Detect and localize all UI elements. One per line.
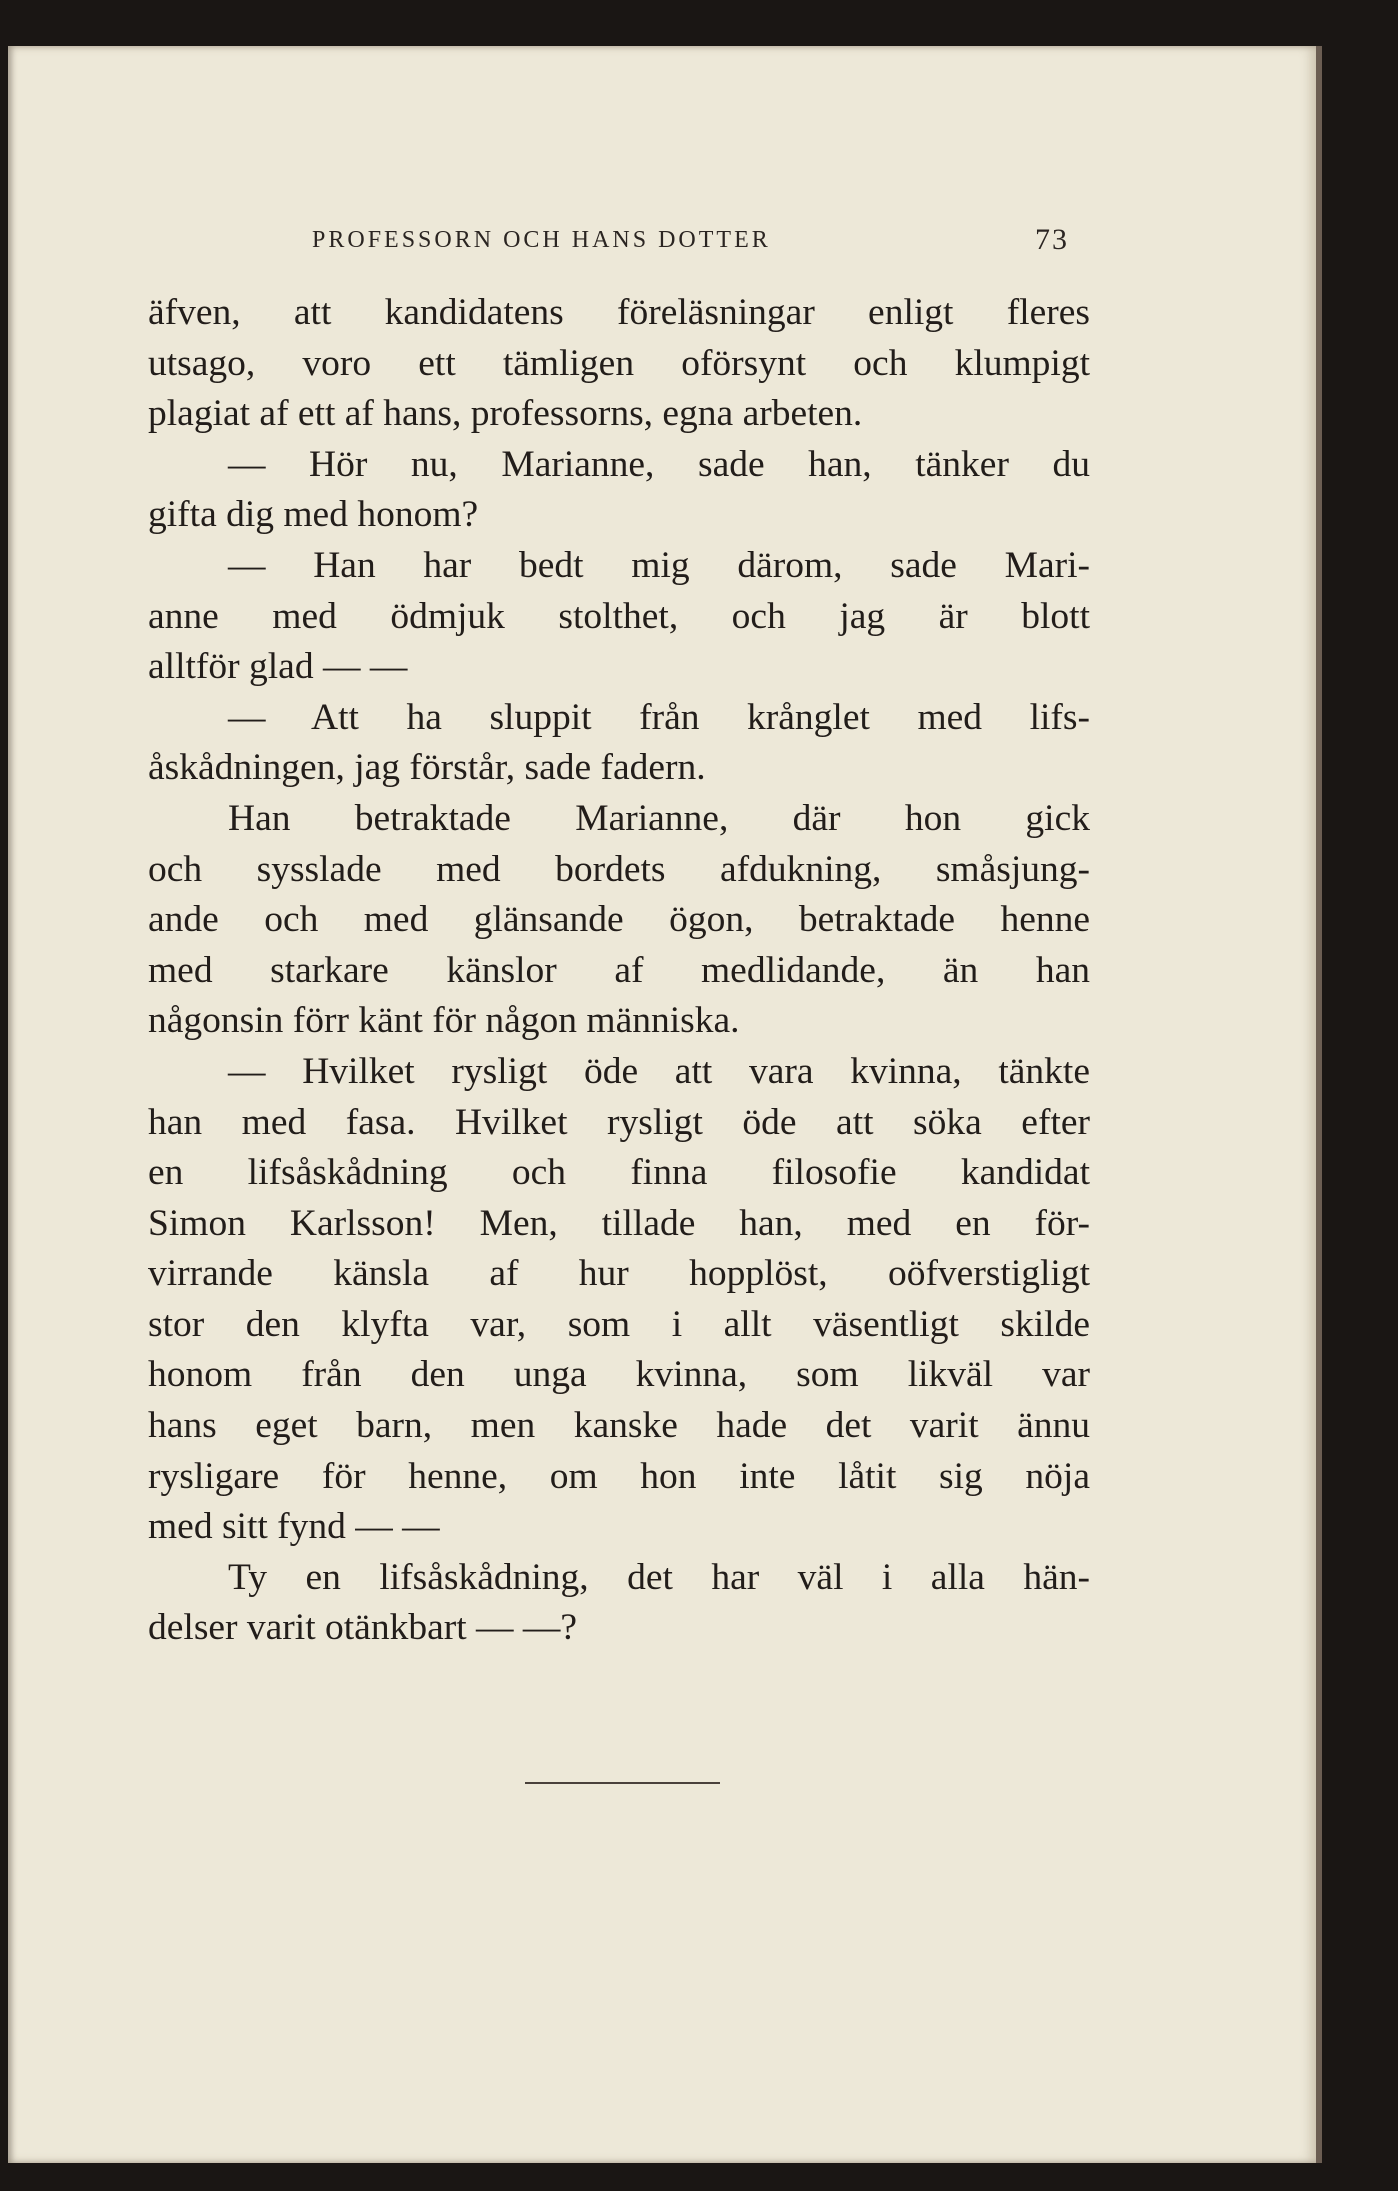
text-line: Ty en lifsåskådning, det har väl i alla hän- [228, 1556, 1090, 1598]
text-line: gifta dig med honom? [148, 494, 479, 536]
text-line: med sitt fynd — — [148, 1506, 440, 1548]
text-line: rysligare för henne, om hon inte låtit sig nöja [148, 1455, 1090, 1497]
text-line: anne med ödmjuk stolthet, och jag är blott [148, 595, 1090, 637]
text-line: han med fasa. Hvilket rysligt öde att söka efter [148, 1101, 1090, 1143]
text-line: åskådningen, jag förstår, sade fadern. [148, 747, 706, 789]
page-edge [1316, 46, 1322, 2163]
text-line: äfven, att kandidatens föreläsningar enligt fleres [148, 292, 1090, 333]
running-header [312, 222, 1069, 258]
text-line: plagiat af ett af hans, professorns, egna arbeten. [148, 393, 863, 435]
text-line: Han betraktade Marianne, där hon gick [228, 797, 1090, 839]
text-line: hans eget barn, men kanske hade det varit ännu [148, 1405, 1090, 1447]
text-line: en lifsåskådning och finna filosofie kandidat [148, 1152, 1090, 1194]
text-line: alltför glad — — [148, 646, 408, 688]
text-line: — Hör nu, Marianne, sade han, tänker du [228, 443, 1090, 485]
text-line: — Hvilket rysligt öde att vara kvinna, tänkte [228, 1050, 1090, 1092]
text-line: ande och med glänsande ögon, betraktade henne [148, 899, 1090, 941]
text-line: utsago, voro ett tämligen oförsynt och klumpigt [148, 342, 1090, 384]
end-rule [525, 1782, 720, 1784]
text-line: Simon Karlsson! Men, tillade han, med en för- [148, 1202, 1090, 1244]
page-number: 73 [1035, 223, 1069, 256]
text-line: med starkare känslor af medlidande, än han [148, 949, 1090, 991]
body-text [148, 288, 1090, 1654]
text-line: delser varit otänkbart — —? [148, 1607, 578, 1649]
text-line: stor den klyfta var, som i allt väsentligt skilde [148, 1303, 1090, 1345]
text-line: virrande känsla af hur hopplöst, oöfverstigligt [148, 1253, 1090, 1295]
text-line: och sysslade med bordets afdukning, småsjung- [148, 848, 1090, 890]
text-line: honom från den unga kvinna, som likväl var [148, 1354, 1090, 1396]
running-title: PROFESSORN OCH HANS DOTTER [312, 227, 771, 253]
text-line: någonsin förr känt för någon människa. [148, 1000, 740, 1042]
text-line: — Han har bedt mig därom, sade Mari- [228, 544, 1090, 586]
text-line: — Att ha sluppit från krånglet med lifs- [228, 696, 1090, 738]
